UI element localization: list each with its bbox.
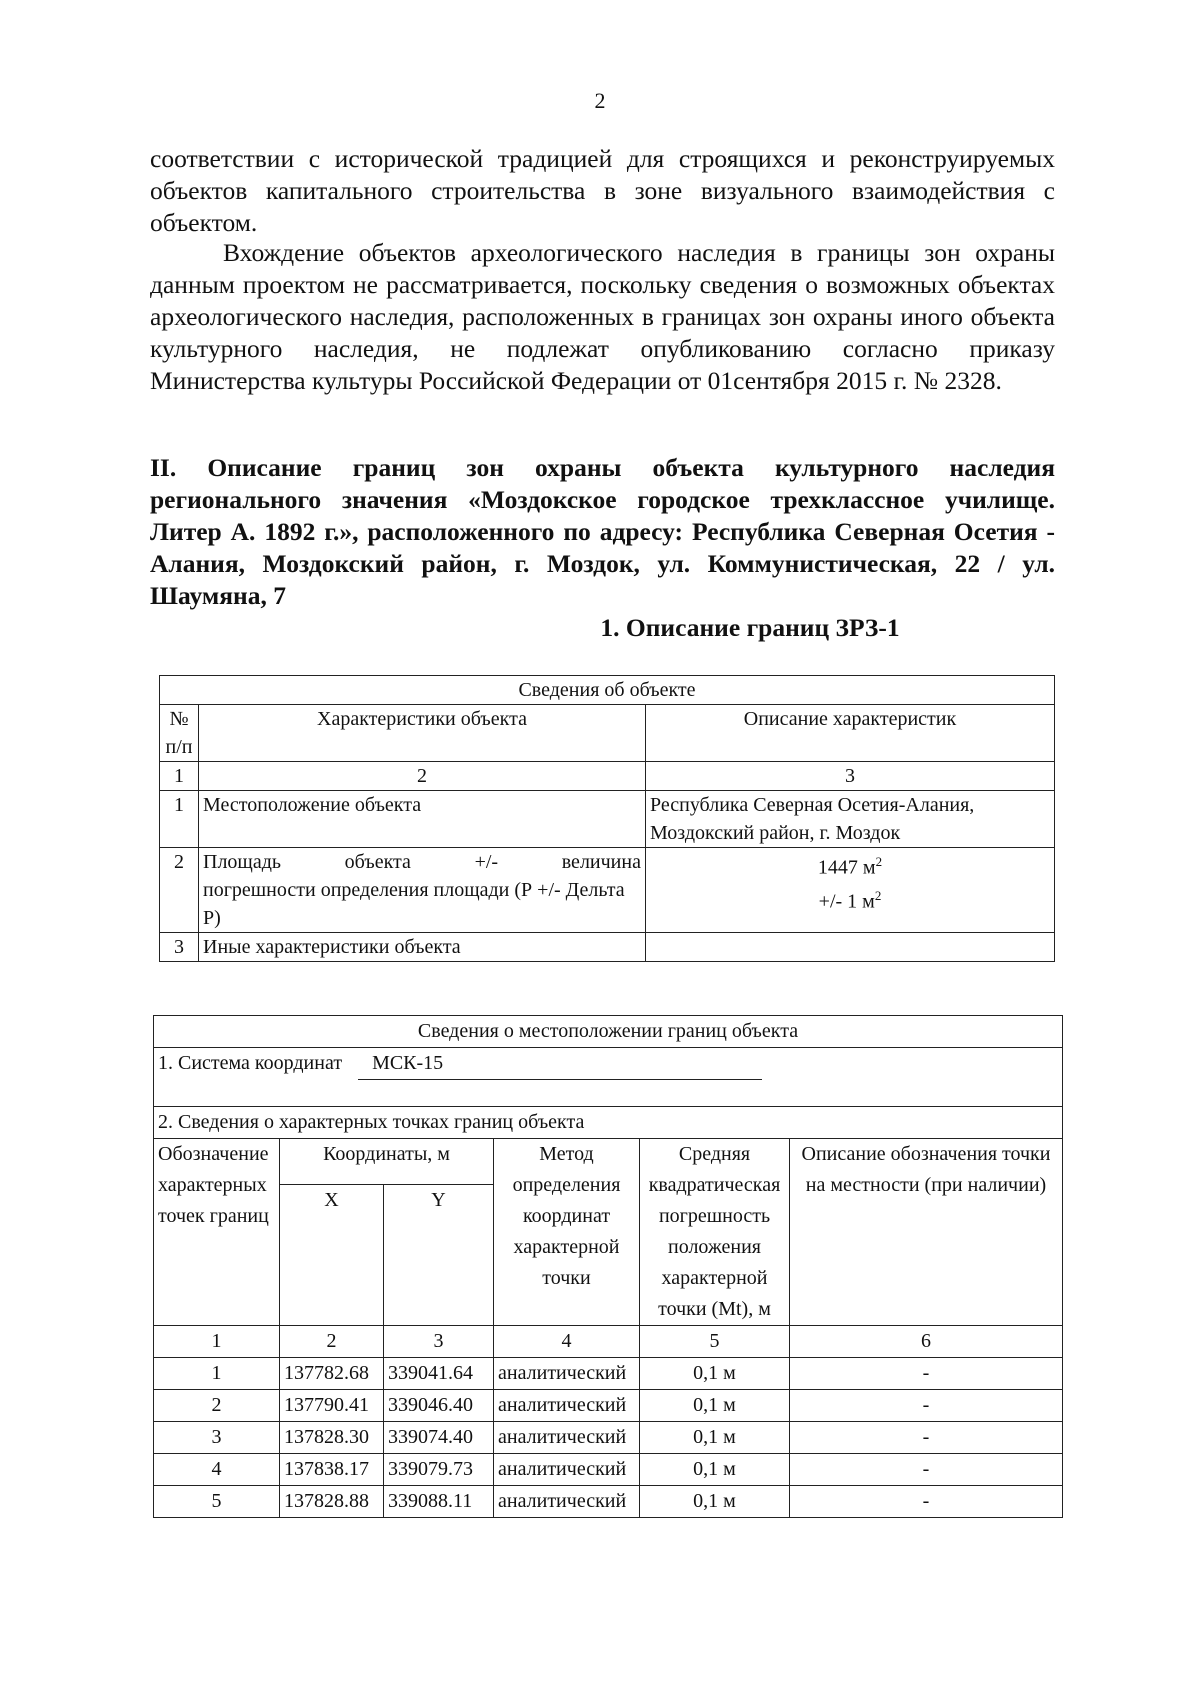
row-2-num: 2 xyxy=(160,848,199,933)
object-table-caption: Сведения об объекте xyxy=(160,676,1055,705)
point-x: 137828.88 xyxy=(280,1486,384,1518)
paragraph-1: соответствии с исторической традицией для строящихся и реконструируемых объектов капитального строительства в зоне визуального взаимодействия с объектом. xyxy=(150,144,1055,237)
row-2-description xyxy=(646,848,1055,933)
col-num-1: 1 xyxy=(160,762,199,791)
point-x: 137790.41 xyxy=(280,1390,384,1422)
point-method: аналитический xyxy=(494,1390,640,1422)
row-3-description xyxy=(646,933,1055,962)
point-method: аналитический xyxy=(494,1454,640,1486)
point-x: 137782.68 xyxy=(280,1358,384,1390)
table-row xyxy=(154,1358,1063,1390)
coord-system-row xyxy=(154,1048,1063,1081)
area-value: 1447 $м^2$ xyxy=(817,854,883,879)
row-2-word-3: +/- xyxy=(474,851,499,873)
point-y: 339074.40 xyxy=(384,1422,494,1454)
header-method: Метод определения координат характерной точки xyxy=(494,1139,640,1326)
row-3-num: 3 xyxy=(160,933,199,962)
point-error: 0,1 м xyxy=(640,1486,790,1518)
col-index-5: 5 xyxy=(640,1326,790,1358)
header-designation: Обозначение характерных точек границ xyxy=(154,1139,280,1326)
coord-system-value: МСК-15 xyxy=(358,1048,762,1080)
table-row xyxy=(154,1390,1063,1422)
subsection-title-text: 1. Описание границ ЗРЗ-1 xyxy=(600,613,900,642)
location-table xyxy=(153,1015,1063,1518)
header-point-description: Описание обозначения точки на местности (при наличии) xyxy=(790,1139,1063,1326)
row-1-num: 1 xyxy=(160,791,199,848)
col-num-2: 2 xyxy=(199,762,646,791)
row-1-characteristic: Местоположение объекта xyxy=(199,791,646,848)
header-y: Y xyxy=(384,1185,494,1326)
point-id: 2 xyxy=(154,1390,280,1422)
row-2-char-rest: погрешности определения площади (Р +/- Дельта Р) xyxy=(203,879,625,929)
table-row xyxy=(154,1454,1063,1486)
row-2-word-2: объекта xyxy=(344,851,411,873)
object-info-table xyxy=(159,675,1055,962)
header-characteristics: Характеристики объекта xyxy=(199,705,646,762)
table-row xyxy=(154,1422,1063,1454)
point-description: - xyxy=(790,1390,1063,1422)
point-error: 0,1 м xyxy=(640,1358,790,1390)
point-method: аналитический xyxy=(494,1358,640,1390)
col-index-2: 2 xyxy=(280,1326,384,1358)
header-error: Средняя квадратическая погрешность положения характерной точки (Mt), м xyxy=(640,1139,790,1326)
point-y: 339041.64 xyxy=(384,1358,494,1390)
coord-system-label: 1. Система координат xyxy=(158,1052,343,1074)
header-num: № п/п xyxy=(160,705,199,762)
col-index-3: 3 xyxy=(384,1326,494,1358)
header-x: X xyxy=(280,1185,384,1326)
point-id: 3 xyxy=(154,1422,280,1454)
subsection-title xyxy=(0,613,1200,643)
col-num-3: 3 xyxy=(646,762,1055,791)
point-method: аналитический xyxy=(494,1486,640,1518)
section-title: II. Описание границ зон охраны объекта культурного наследия регионального значения «Моздокское городское трехклассное училище. Литер А. 1892 г.», расположенного по адресу: Республика Северная Осетия - Алания, Моздокский район, г. Моздок, ул. Коммунистическая, 22 / ул. Шаумяна, 7 xyxy=(150,453,1055,610)
header-coordinates: Координаты, м xyxy=(280,1139,494,1185)
row-1-description: Республика Северная Осетия-Алания, Моздокский район, г. Моздок xyxy=(646,791,1055,848)
point-y: 339046.40 xyxy=(384,1390,494,1422)
point-y: 339079.73 xyxy=(384,1454,494,1486)
point-error: 0,1 м xyxy=(640,1454,790,1486)
row-2-word-4: величина xyxy=(561,851,641,873)
table-row xyxy=(154,1486,1063,1518)
location-table-caption: Сведения о местоположении границ объекта xyxy=(154,1016,1063,1048)
row-2-char-line-1 xyxy=(203,848,641,876)
point-error: 0,1 м xyxy=(640,1390,790,1422)
paragraph-2: Вхождение объектов археологического наследия в границы зон охраны данным проектом не рассматривается, поскольку сведения о возможных объектах археологического наследия, расположенных в границах зон охраны иного объекта культурного наследия, не подлежат опубликованию согласно приказу Министерства культуры Российской Федерации от 01сентября 2015 г. № 2328. xyxy=(150,238,1055,395)
page-number: 2 xyxy=(594,88,606,113)
point-description: - xyxy=(790,1358,1063,1390)
point-description: - xyxy=(790,1422,1063,1454)
area-error: +/- 1 $м^2$ xyxy=(818,887,882,913)
point-error: 0,1 м xyxy=(640,1422,790,1454)
col-index-1: 1 xyxy=(154,1326,280,1358)
point-x: 137838.17 xyxy=(280,1454,384,1486)
point-description: - xyxy=(790,1454,1063,1486)
point-id: 4 xyxy=(154,1454,280,1486)
row-2-characteristic xyxy=(199,848,646,933)
header-description: Описание характеристик xyxy=(646,705,1055,762)
point-x: 137828.30 xyxy=(280,1422,384,1454)
point-id: 1 xyxy=(154,1358,280,1390)
point-y: 339088.11 xyxy=(384,1486,494,1518)
coord-system-spacer xyxy=(154,1080,1063,1107)
point-method: аналитический xyxy=(494,1422,640,1454)
points-caption: 2. Сведения о характерных точках границ объекта xyxy=(154,1107,1063,1139)
col-index-4: 4 xyxy=(494,1326,640,1358)
point-id: 5 xyxy=(154,1486,280,1518)
row-2-word-1: Площадь xyxy=(203,851,281,873)
col-index-6: 6 xyxy=(790,1326,1063,1358)
point-description: - xyxy=(790,1486,1063,1518)
row-3-characteristic: Иные характеристики объекта xyxy=(199,933,646,962)
